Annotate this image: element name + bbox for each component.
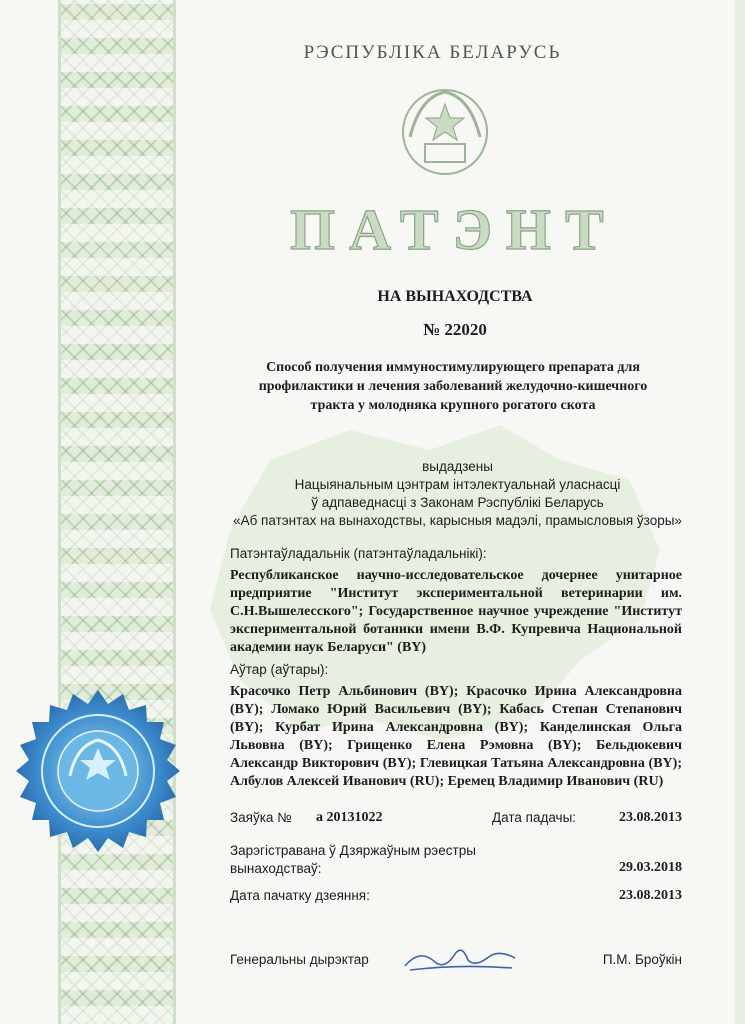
filing-date: 23.08.2013 <box>619 810 682 825</box>
start-label: Дата пачатку дзеяння: <box>230 888 370 903</box>
issued-line: ў адпаведнасці з Законам Рэспублікі Беларусь <box>311 495 604 510</box>
patent-type: НА ВЫНАХОДСТВА <box>377 288 533 305</box>
signatory-name: П.М. Броўкін <box>602 952 682 967</box>
start-row <box>230 888 682 908</box>
patent-number: № 22020 <box>423 320 487 339</box>
invention-title-line: Способ получения иммуностимулирующего препарата для <box>266 360 640 375</box>
hologram-seal-icon <box>10 688 186 864</box>
director-signature <box>400 940 520 976</box>
registered-row <box>230 842 682 882</box>
signatory-position: Генеральны дырэктар <box>230 952 369 967</box>
issued-by <box>230 458 685 530</box>
registered-label: Зарэгістравана ў Дзяржаўным рэестры <box>230 843 476 858</box>
right-edge <box>735 0 745 1024</box>
filing-date-label: Дата падачы: <box>492 810 577 825</box>
application-number: а 20131022 <box>316 810 383 825</box>
patent-title: ПАТЭНТ <box>290 197 618 262</box>
authors-label: Аўтар (аўтары): <box>230 662 329 677</box>
holder-text: Республиканское научно-исследовательское дочернее унитарное предприятие "Институт экспериментальной ветеринарии им. С.Н.Вышелесского"; Государственное научное учреждение "Институт экспериментальной ботаники имени В.Ф. Купревича Национальной академии наук Беларуси" (BY) <box>230 568 682 655</box>
authors-text: Красочко Петр Альбинович (BY); Красочко Ирина Александровна (BY); Ломако Юрий Васильевич (BY); Кабась Степан Степанович (BY); Курбат Ирина Александровна (BY); Канделинская Ольга Львовна (BY); Грищенко Елена Рэмовна (BY); Бельдюкевич Александр Викторович (BY); Глевицкая Татьяна Александровна (BY); Албулов Алексей Иванович (RU); Еремец Владимир Иванович (RU) <box>230 684 682 789</box>
registered-label: вынаходстваў: <box>230 861 322 876</box>
state-emblem-icon <box>390 82 500 182</box>
start-date: 23.08.2013 <box>619 888 682 903</box>
invention-title <box>238 358 668 415</box>
issued-line: Нацыянальным цэнтрам інтэлектуальнай уласнасці <box>294 477 621 492</box>
ornamental-border <box>58 0 176 1024</box>
registered-date: 29.03.2018 <box>619 860 682 875</box>
holder-label: Патэнтаўладальнік (патэнтаўладальнікі): <box>230 546 487 561</box>
invention-title-line: профилактики и лечения заболеваний желудочно-кишечного <box>258 379 648 394</box>
application-row <box>230 810 682 830</box>
republic-heading: РЭСПУБЛІКА БЕЛАРУСЬ <box>303 42 562 63</box>
invention-title-line: тракта у молодняка крупного рогатого скота <box>310 398 596 413</box>
issued-line: «Аб патэнтах на вынаходствы, карысныя мадэлі, прамысловыя ўзоры» <box>233 513 682 528</box>
patent-holder <box>230 546 682 657</box>
application-label: Заяўка № <box>230 810 292 825</box>
issued-line: выдадзены <box>422 459 493 474</box>
authors <box>230 662 682 791</box>
